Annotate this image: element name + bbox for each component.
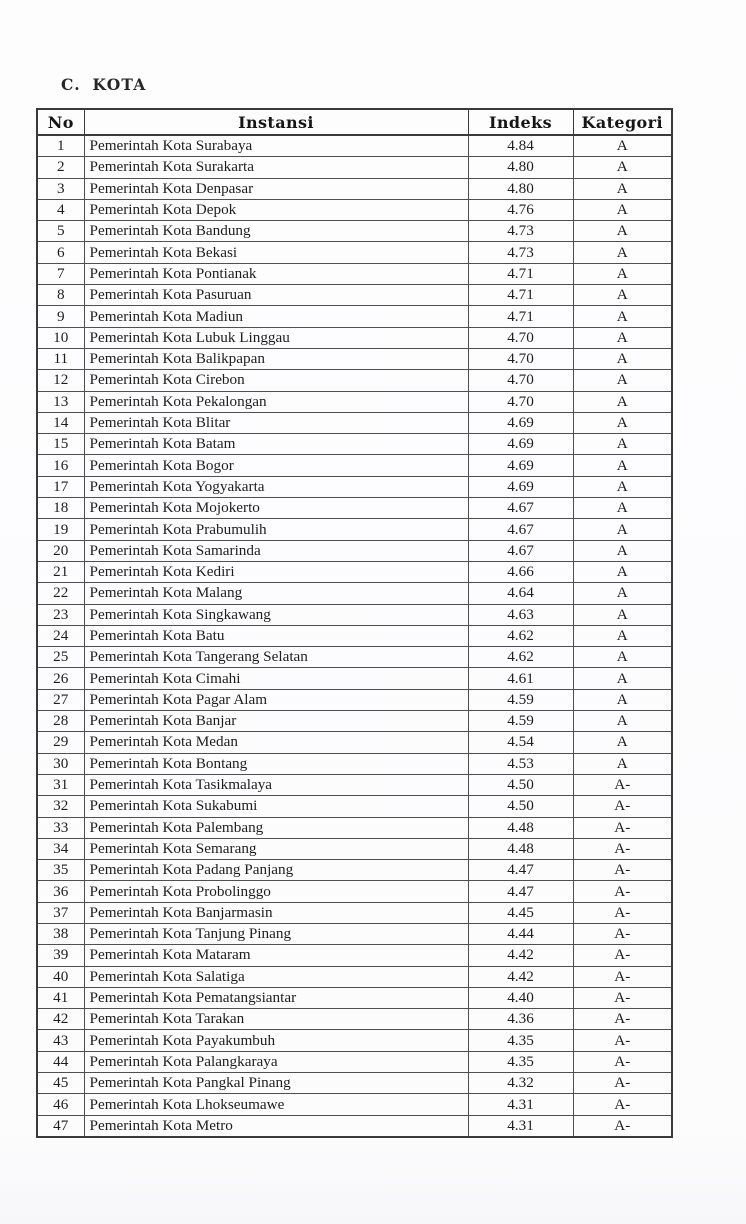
- cell-instansi: Pemerintah Kota Samarinda: [84, 540, 468, 561]
- cell-no: 7: [37, 263, 84, 284]
- table-row: [37, 817, 672, 838]
- cell-indeks: 4.80: [468, 178, 573, 199]
- cell-instansi: Pemerintah Kota Medan: [84, 732, 468, 753]
- column-header-indeks: Indeks: [468, 109, 573, 135]
- table-row: [37, 561, 672, 582]
- cell-kategori: A: [573, 647, 672, 668]
- table-row: [37, 135, 672, 157]
- table-row: [37, 711, 672, 732]
- cell-instansi: Pemerintah Kota Denpasar: [84, 178, 468, 199]
- table-row: [37, 391, 672, 412]
- table-row: [37, 242, 672, 263]
- table-row: [37, 412, 672, 433]
- cell-kategori: A: [573, 689, 672, 710]
- cell-no: 24: [37, 625, 84, 646]
- column-header-no: No: [37, 109, 84, 135]
- cell-no: 15: [37, 434, 84, 455]
- cell-indeks: 4.63: [468, 604, 573, 625]
- cell-indeks: 4.47: [468, 881, 573, 902]
- cell-kategori: A: [573, 327, 672, 348]
- cell-kategori: A: [573, 391, 672, 412]
- cell-instansi: Pemerintah Kota Metro: [84, 1115, 468, 1137]
- cell-instansi: Pemerintah Kota Padang Panjang: [84, 860, 468, 881]
- cell-kategori: A: [573, 753, 672, 774]
- cell-kategori: A: [573, 498, 672, 519]
- table-row: [37, 178, 672, 199]
- cell-kategori: A: [573, 135, 672, 157]
- table-header-row: [37, 109, 672, 135]
- column-header-kategori: Kategori: [573, 109, 672, 135]
- table-row: [37, 647, 672, 668]
- table-row: [37, 327, 672, 348]
- cell-no: 21: [37, 561, 84, 582]
- table-row: [37, 796, 672, 817]
- cell-no: 13: [37, 391, 84, 412]
- cell-no: 6: [37, 242, 84, 263]
- cell-instansi: Pemerintah Kota Kediri: [84, 561, 468, 582]
- cell-kategori: A-: [573, 1073, 672, 1094]
- cell-instansi: Pemerintah Kota Surabaya: [84, 135, 468, 157]
- cell-instansi: Pemerintah Kota Pontianak: [84, 263, 468, 284]
- table-body: [37, 135, 672, 1137]
- cell-no: 43: [37, 1030, 84, 1051]
- cell-no: 11: [37, 348, 84, 369]
- cell-indeks: 4.50: [468, 774, 573, 795]
- cell-kategori: A: [573, 199, 672, 220]
- cell-no: 27: [37, 689, 84, 710]
- cell-kategori: A-: [573, 1115, 672, 1137]
- cell-indeks: 4.44: [468, 923, 573, 944]
- cell-no: 45: [37, 1073, 84, 1094]
- cell-instansi: Pemerintah Kota Singkawang: [84, 604, 468, 625]
- cell-instansi: Pemerintah Kota Mataram: [84, 945, 468, 966]
- cell-kategori: A-: [573, 774, 672, 795]
- cell-kategori: A: [573, 519, 672, 540]
- cell-indeks: 4.53: [468, 753, 573, 774]
- cell-no: 17: [37, 476, 84, 497]
- cell-indeks: 4.70: [468, 327, 573, 348]
- table-header: [37, 109, 672, 135]
- cell-kategori: A-: [573, 817, 672, 838]
- cell-no: 41: [37, 987, 84, 1008]
- table-row: [37, 1051, 672, 1072]
- cell-indeks: 4.31: [468, 1115, 573, 1137]
- cell-kategori: A: [573, 157, 672, 178]
- cell-indeks: 4.50: [468, 796, 573, 817]
- cell-kategori: A: [573, 540, 672, 561]
- cell-kategori: A: [573, 476, 672, 497]
- cell-no: 39: [37, 945, 84, 966]
- cell-kategori: A: [573, 604, 672, 625]
- cell-indeks: 4.32: [468, 1073, 573, 1094]
- cell-indeks: 4.48: [468, 817, 573, 838]
- cell-indeks: 4.45: [468, 902, 573, 923]
- cell-kategori: A: [573, 711, 672, 732]
- cell-no: 23: [37, 604, 84, 625]
- cell-kategori: A-: [573, 796, 672, 817]
- table-row: [37, 306, 672, 327]
- cell-instansi: Pemerintah Kota Depok: [84, 199, 468, 220]
- cell-no: 12: [37, 370, 84, 391]
- cell-indeks: 4.47: [468, 860, 573, 881]
- cell-no: 2: [37, 157, 84, 178]
- table-row: [37, 221, 672, 242]
- cell-no: 4: [37, 199, 84, 220]
- cell-instansi: Pemerintah Kota Probolinggo: [84, 881, 468, 902]
- cell-indeks: 4.67: [468, 519, 573, 540]
- table-row: [37, 668, 672, 689]
- cell-kategori: A: [573, 285, 672, 306]
- cell-no: 37: [37, 902, 84, 923]
- cell-instansi: Pemerintah Kota Bandung: [84, 221, 468, 242]
- cell-indeks: 4.69: [468, 476, 573, 497]
- cell-no: 29: [37, 732, 84, 753]
- cell-kategori: A-: [573, 987, 672, 1008]
- cell-no: 22: [37, 583, 84, 604]
- cell-instansi: Pemerintah Kota Tangerang Selatan: [84, 647, 468, 668]
- cell-instansi: Pemerintah Kota Blitar: [84, 412, 468, 433]
- cell-kategori: A: [573, 412, 672, 433]
- table-row: [37, 157, 672, 178]
- table-row: [37, 370, 672, 391]
- cell-instansi: Pemerintah Kota Batam: [84, 434, 468, 455]
- cell-no: 42: [37, 1009, 84, 1030]
- cell-indeks: 4.84: [468, 135, 573, 157]
- cell-indeks: 4.67: [468, 498, 573, 519]
- cell-no: 35: [37, 860, 84, 881]
- cell-no: 31: [37, 774, 84, 795]
- table-row: [37, 1073, 672, 1094]
- table-row: [37, 285, 672, 306]
- cell-instansi: Pemerintah Kota Batu: [84, 625, 468, 646]
- cell-kategori: A: [573, 348, 672, 369]
- table-row: [37, 519, 672, 540]
- table-row: [37, 966, 672, 987]
- cell-kategori: A: [573, 434, 672, 455]
- table-row: [37, 498, 672, 519]
- cell-kategori: A: [573, 625, 672, 646]
- cell-instansi: Pemerintah Kota Salatiga: [84, 966, 468, 987]
- cell-indeks: 4.54: [468, 732, 573, 753]
- cell-no: 44: [37, 1051, 84, 1072]
- table-row: [37, 923, 672, 944]
- cell-instansi: Pemerintah Kota Palembang: [84, 817, 468, 838]
- cell-instansi: Pemerintah Kota Bontang: [84, 753, 468, 774]
- cell-no: 18: [37, 498, 84, 519]
- cell-indeks: 4.69: [468, 434, 573, 455]
- cell-indeks: 4.67: [468, 540, 573, 561]
- cell-indeks: 4.36: [468, 1009, 573, 1030]
- cell-instansi: Pemerintah Kota Cirebon: [84, 370, 468, 391]
- cell-instansi: Pemerintah Kota Banjarmasin: [84, 902, 468, 923]
- cell-kategori: A-: [573, 838, 672, 859]
- cell-kategori: A-: [573, 923, 672, 944]
- cell-kategori: A-: [573, 860, 672, 881]
- table-row: [37, 689, 672, 710]
- table-row: [37, 1094, 672, 1115]
- section-title: C. KOTA: [61, 75, 147, 94]
- cell-instansi: Pemerintah Kota Malang: [84, 583, 468, 604]
- cell-indeks: 4.61: [468, 668, 573, 689]
- cell-indeks: 4.59: [468, 711, 573, 732]
- cell-instansi: Pemerintah Kota Pagar Alam: [84, 689, 468, 710]
- cell-instansi: Pemerintah Kota Sukabumi: [84, 796, 468, 817]
- table-row: [37, 476, 672, 497]
- table-row: [37, 753, 672, 774]
- cell-kategori: A: [573, 668, 672, 689]
- cell-kategori: A-: [573, 1030, 672, 1051]
- cell-no: 3: [37, 178, 84, 199]
- table-row: [37, 625, 672, 646]
- kota-index-table: [36, 108, 673, 1138]
- cell-no: 33: [37, 817, 84, 838]
- cell-no: 47: [37, 1115, 84, 1137]
- cell-kategori: A: [573, 370, 672, 391]
- cell-indeks: 4.73: [468, 242, 573, 263]
- cell-instansi: Pemerintah Kota Tasikmalaya: [84, 774, 468, 795]
- cell-kategori: A-: [573, 902, 672, 923]
- cell-instansi: Pemerintah Kota Mojokerto: [84, 498, 468, 519]
- cell-indeks: 4.71: [468, 306, 573, 327]
- cell-no: 38: [37, 923, 84, 944]
- cell-instansi: Pemerintah Kota Payakumbuh: [84, 1030, 468, 1051]
- cell-no: 40: [37, 966, 84, 987]
- cell-indeks: 4.48: [468, 838, 573, 859]
- cell-kategori: A-: [573, 881, 672, 902]
- cell-instansi: Pemerintah Kota Pekalongan: [84, 391, 468, 412]
- table-row: [37, 263, 672, 284]
- table-row: [37, 987, 672, 1008]
- cell-kategori: A-: [573, 966, 672, 987]
- cell-indeks: 4.59: [468, 689, 573, 710]
- cell-no: 16: [37, 455, 84, 476]
- cell-no: 14: [37, 412, 84, 433]
- cell-instansi: Pemerintah Kota Palangkaraya: [84, 1051, 468, 1072]
- cell-instansi: Pemerintah Kota Tanjung Pinang: [84, 923, 468, 944]
- table-row: [37, 604, 672, 625]
- table-row: [37, 945, 672, 966]
- cell-no: 34: [37, 838, 84, 859]
- cell-no: 8: [37, 285, 84, 306]
- cell-kategori: A-: [573, 1009, 672, 1030]
- cell-instansi: Pemerintah Kota Pematangsiantar: [84, 987, 468, 1008]
- cell-indeks: 4.69: [468, 412, 573, 433]
- cell-kategori: A-: [573, 1051, 672, 1072]
- table-row: [37, 199, 672, 220]
- cell-instansi: Pemerintah Kota Cimahi: [84, 668, 468, 689]
- cell-no: 25: [37, 647, 84, 668]
- cell-kategori: A: [573, 561, 672, 582]
- cell-instansi: Pemerintah Kota Balikpapan: [84, 348, 468, 369]
- cell-no: 10: [37, 327, 84, 348]
- table-row: [37, 1009, 672, 1030]
- cell-no: 1: [37, 135, 84, 157]
- cell-kategori: A: [573, 455, 672, 476]
- table-row: [37, 1115, 672, 1137]
- cell-indeks: 4.31: [468, 1094, 573, 1115]
- cell-indeks: 4.35: [468, 1030, 573, 1051]
- cell-no: 46: [37, 1094, 84, 1115]
- cell-indeks: 4.40: [468, 987, 573, 1008]
- table-row: [37, 348, 672, 369]
- cell-instansi: Pemerintah Kota Prabumulih: [84, 519, 468, 540]
- cell-indeks: 4.71: [468, 285, 573, 306]
- cell-kategori: A: [573, 242, 672, 263]
- cell-indeks: 4.76: [468, 199, 573, 220]
- cell-no: 26: [37, 668, 84, 689]
- table-row: [37, 1030, 672, 1051]
- cell-indeks: 4.66: [468, 561, 573, 582]
- cell-indeks: 4.69: [468, 455, 573, 476]
- column-header-instansi: Instansi: [84, 109, 468, 135]
- cell-instansi: Pemerintah Kota Surakarta: [84, 157, 468, 178]
- cell-instansi: Pemerintah Kota Semarang: [84, 838, 468, 859]
- cell-kategori: A: [573, 306, 672, 327]
- cell-indeks: 4.62: [468, 625, 573, 646]
- cell-instansi: Pemerintah Kota Lubuk Linggau: [84, 327, 468, 348]
- cell-kategori: A: [573, 221, 672, 242]
- table-row: [37, 902, 672, 923]
- cell-kategori: A: [573, 732, 672, 753]
- cell-kategori: A-: [573, 1094, 672, 1115]
- cell-kategori: A: [573, 583, 672, 604]
- table-row: [37, 434, 672, 455]
- cell-no: 20: [37, 540, 84, 561]
- cell-kategori: A: [573, 178, 672, 199]
- cell-indeks: 4.62: [468, 647, 573, 668]
- cell-indeks: 4.64: [468, 583, 573, 604]
- cell-instansi: Pemerintah Kota Yogyakarta: [84, 476, 468, 497]
- cell-no: 5: [37, 221, 84, 242]
- cell-no: 28: [37, 711, 84, 732]
- cell-instansi: Pemerintah Kota Banjar: [84, 711, 468, 732]
- cell-instansi: Pemerintah Kota Tarakan: [84, 1009, 468, 1030]
- cell-indeks: 4.42: [468, 966, 573, 987]
- cell-indeks: 4.35: [468, 1051, 573, 1072]
- cell-no: 30: [37, 753, 84, 774]
- cell-indeks: 4.73: [468, 221, 573, 242]
- table-row: [37, 860, 672, 881]
- cell-indeks: 4.42: [468, 945, 573, 966]
- cell-no: 36: [37, 881, 84, 902]
- cell-instansi: Pemerintah Kota Madiun: [84, 306, 468, 327]
- cell-indeks: 4.70: [468, 391, 573, 412]
- cell-instansi: Pemerintah Kota Pangkal Pinang: [84, 1073, 468, 1094]
- table-row: [37, 583, 672, 604]
- cell-indeks: 4.71: [468, 263, 573, 284]
- table-row: [37, 455, 672, 476]
- cell-instansi: Pemerintah Kota Bekasi: [84, 242, 468, 263]
- cell-no: 32: [37, 796, 84, 817]
- cell-indeks: 4.80: [468, 157, 573, 178]
- table-row: [37, 540, 672, 561]
- cell-no: 9: [37, 306, 84, 327]
- cell-no: 19: [37, 519, 84, 540]
- cell-instansi: Pemerintah Kota Lhokseumawe: [84, 1094, 468, 1115]
- table-row: [37, 732, 672, 753]
- cell-indeks: 4.70: [468, 348, 573, 369]
- table-row: [37, 881, 672, 902]
- cell-kategori: A: [573, 263, 672, 284]
- cell-instansi: Pemerintah Kota Pasuruan: [84, 285, 468, 306]
- cell-kategori: A-: [573, 945, 672, 966]
- cell-instansi: Pemerintah Kota Bogor: [84, 455, 468, 476]
- table-row: [37, 838, 672, 859]
- cell-indeks: 4.70: [468, 370, 573, 391]
- table-row: [37, 774, 672, 795]
